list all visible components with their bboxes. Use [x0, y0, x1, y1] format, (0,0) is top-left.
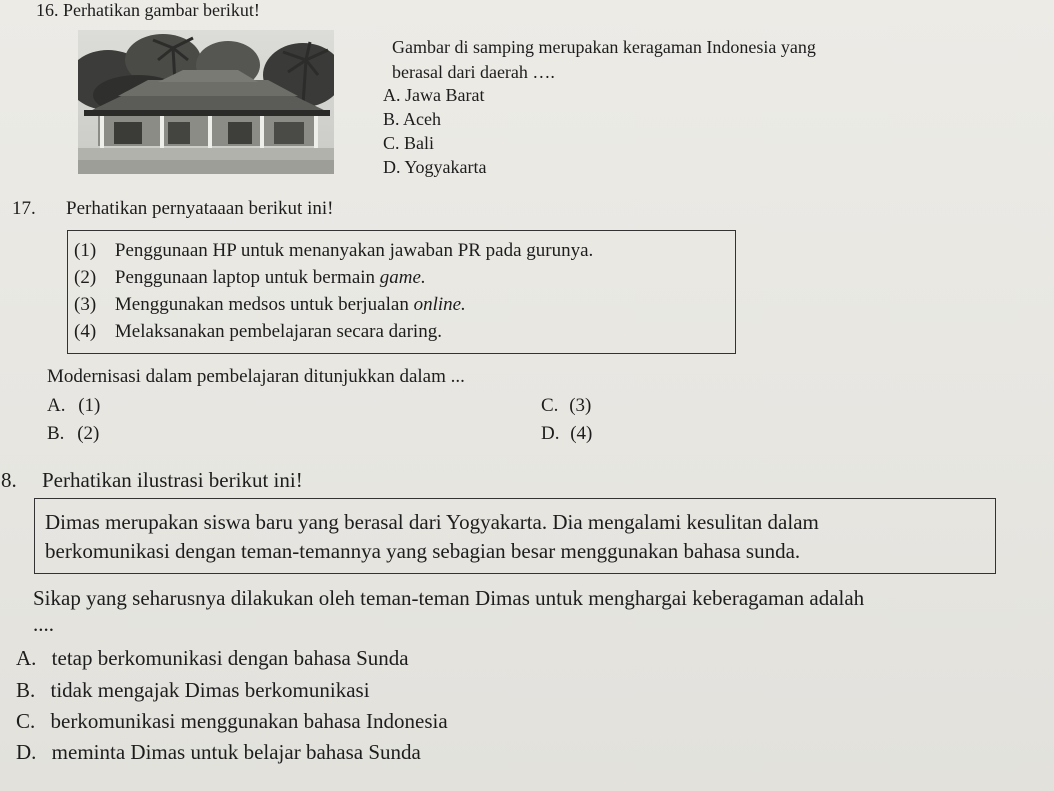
- statement-number: (4): [74, 321, 97, 342]
- q16-option-b: [383, 110, 441, 128]
- q17-statement-4: [74, 322, 442, 341]
- q17-option-a: [47, 396, 100, 415]
- q18-option-b: [16, 680, 370, 701]
- q18-ellipsis: ....: [33, 612, 54, 636]
- q18-option-d: [16, 742, 421, 763]
- option-letter: C.: [16, 709, 36, 733]
- q17-option-d: [541, 424, 592, 443]
- q17-option-b: [47, 424, 99, 443]
- q18-illustration-line2: berkomunikasi dengan teman-temannya yang sebagian besar menggunakan bahasa sunda.: [45, 539, 801, 563]
- option-letter: B.: [383, 109, 400, 129]
- option-letter: C.: [541, 395, 559, 416]
- option-text: berkomunikasi menggunakan bahasa Indonesia: [50, 709, 448, 733]
- option-text: Bali: [404, 133, 435, 153]
- option-letter: D.: [541, 423, 560, 444]
- q17-statement-3: [74, 295, 466, 314]
- statement-text-plain: Penggunaan laptop untuk bermain: [114, 267, 380, 288]
- q16-option-c: [383, 134, 434, 152]
- option-text: tetap berkomunikasi dengan bahasa Sunda: [51, 646, 409, 670]
- q16-stem-line2: berasal dari daerah ….: [392, 62, 555, 82]
- option-letter: B.: [47, 423, 65, 444]
- q18-question: Sikap yang seharusnya dilakukan oleh teman-teman Dimas untuk menghargai keberagaman adalah: [33, 586, 865, 610]
- option-text: (4): [570, 423, 593, 444]
- q16-option-d: [383, 158, 487, 176]
- option-letter: A.: [383, 85, 401, 105]
- option-text: (3): [569, 395, 592, 416]
- option-letter: D.: [16, 740, 37, 764]
- option-letter: A.: [47, 395, 66, 416]
- statement-text-italic: online.: [413, 294, 466, 315]
- statement-number: (1): [74, 240, 97, 261]
- option-letter: D.: [383, 157, 401, 177]
- q18-illustration-line1: Dimas merupakan siswa baru yang berasal dari Yogyakarta. Dia mengalami kesulitan dalam: [45, 510, 819, 534]
- statement-text: [115, 267, 426, 288]
- statement-text-italic: game.: [379, 267, 426, 288]
- option-letter: B.: [16, 678, 36, 702]
- option-text: Aceh: [403, 109, 442, 129]
- option-letter: C.: [383, 133, 400, 153]
- q17-option-c: [541, 396, 591, 415]
- statement-text: Melaksanakan pembelajaran secara daring.: [114, 321, 442, 342]
- option-text: (2): [77, 423, 100, 444]
- statement-text: [115, 294, 466, 315]
- q18-instruction: Perhatikan ilustrasi berikut ini!: [42, 468, 303, 492]
- statement-text: Penggunaan HP untuk menanyakan jawaban PR pada gurunya.: [114, 240, 594, 261]
- q16-option-a: [383, 86, 484, 104]
- statement-text-plain: Menggunakan medsos untuk berjualan: [114, 294, 414, 315]
- q16-stem-line1: Gambar di samping merupakan keragaman Indonesia yang: [392, 37, 816, 57]
- house-illustration: [78, 30, 334, 174]
- option-text: tidak mengajak Dimas berkomunikasi: [50, 678, 370, 702]
- option-text: Jawa Barat: [405, 85, 485, 105]
- q16-header: 16. Perhatikan gambar berikut!: [36, 0, 260, 20]
- statement-number: (3): [74, 294, 97, 315]
- q17-question: Modernisasi dalam pembelajaran ditunjukkan dalam ...: [47, 366, 465, 387]
- q17-instruction: Perhatikan pernyataaan berikut ini!: [66, 198, 334, 219]
- option-text: (1): [78, 395, 101, 416]
- option-text: Yogyakarta: [404, 157, 487, 177]
- statement-number: (2): [74, 267, 97, 288]
- q17-statement-1: [74, 241, 593, 260]
- q17-number: 17.: [12, 198, 36, 219]
- q17-statement-2: [74, 268, 426, 287]
- q18-option-c: [16, 711, 448, 732]
- traditional-house-photo: [78, 30, 334, 174]
- q18-option-a: [16, 648, 409, 669]
- option-text: meminta Dimas untuk belajar bahasa Sunda: [51, 740, 421, 764]
- q18-number: 8.: [1, 468, 17, 492]
- option-letter: A.: [16, 646, 37, 670]
